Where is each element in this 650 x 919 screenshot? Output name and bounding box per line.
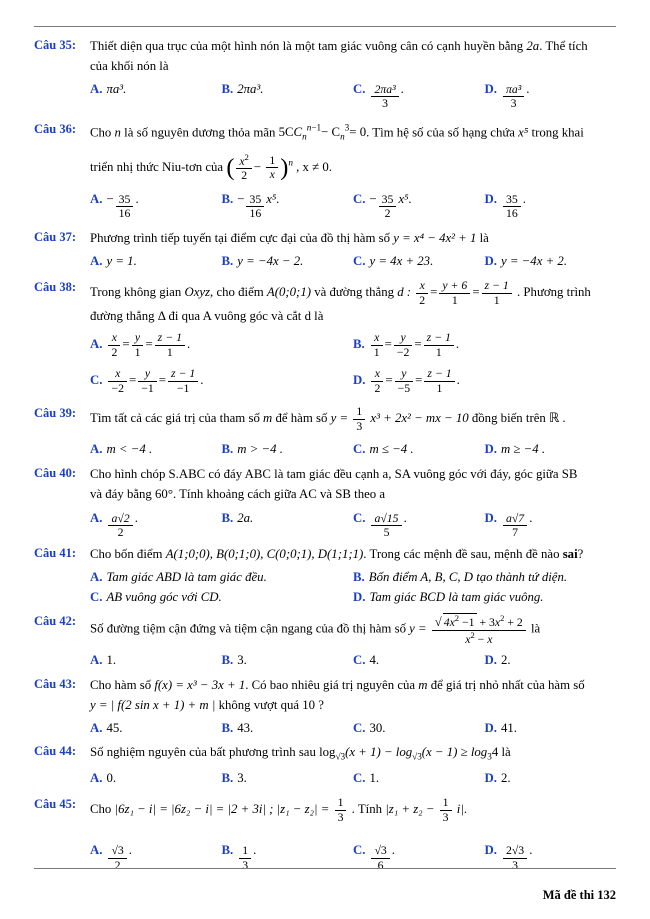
option-b-text: 43. [237,720,254,735]
option-b-letter: B. [221,720,234,735]
question-45-target: |z₁ + z₂ − [385,802,435,817]
option-b-text: Bốn điểm A, B, C, D tạo thành tứ diện. [368,569,568,584]
option-d-suffix: . [526,81,530,96]
option-a-letter: A. [90,569,103,584]
question-45-stem: Cho |6z₁ − i| = |6z₂ − i| = |2 + 3i| ; |z₁ − z₂| = $\frac{1}{3}$ . Tính |z₁ + z₂ − $\frac{1}{3}$ i|. [90,796,468,824]
question-35-options [90,79,616,111]
option-a-letter: A. [90,253,103,268]
question-35-expr: 2a [526,39,540,53]
option-a[interactable] [90,251,222,271]
option-b[interactable] [353,567,616,587]
question-45-label: Câu 45: [34,797,77,812]
option-c-text: 30. [369,720,386,735]
question-36-binom: $5CC_n^{n-1}- C_n^3= 0$ [278,122,367,142]
option-d-text: y = −4x + 2. [500,253,568,268]
question-35 [34,37,616,111]
question-38-point-a: A(0;0;1) [266,285,311,300]
question-37-func: y = x⁴ − 4x² + 1 [393,230,477,245]
option-a[interactable] [90,567,353,587]
question-38-line-d: d : [397,285,412,300]
option-b-text: 3. [237,653,247,668]
option-b-letter: B. [353,569,365,584]
question-45-fraction-1: $\frac{1}{3}$ [335,796,347,824]
option-a-text: y = 1. [106,253,137,268]
option-c-letter: C. [353,653,366,668]
question-41-label: Câu 41: [34,545,77,560]
option-d-letter: D. [484,510,497,525]
option-c-fraction: $\frac{a√15}{5}$ [371,512,401,540]
option-b[interactable] [222,251,354,271]
option-a[interactable] [90,439,222,459]
option-c[interactable]: C. $\frac{a√15}{5}$ . [353,508,485,540]
option-c-fraction: $\frac{√3}{6}$ [371,844,389,872]
option-a-letter: A. [90,770,103,785]
option-d-letter: D. [484,843,497,858]
option-a[interactable] [90,718,222,738]
question-38-coord-system: Oxyz [184,285,211,300]
option-d-letter: D. [484,191,497,206]
option-d[interactable] [485,79,617,111]
option-c[interactable]: C. $\frac{√3}{6}$ . [353,840,485,872]
question-40-label: Câu 40: [34,465,77,480]
option-c-letter: C. [353,770,366,785]
option-d[interactable] [485,650,617,670]
question-41-stem: Cho bốn điểm A(1;0;0), B(0;1;0), C(0;0;1), D(1;1;1). Trong các mệnh đề sau, mệnh đề nào sai? [90,546,584,561]
question-44 [34,743,616,788]
question-44-label: Câu 44: [34,743,77,758]
question-39-stem: Tìm tất cả các giá trị của tham số m để hàm số y = $\frac{1}{3}$ x³ + 2x² − mx − 10 đồng biến trên ℝ . [90,405,566,433]
question-37-text-end: là [479,230,489,245]
question-35-stem-line2: của khối nón là [90,58,169,73]
question-38 [34,279,616,395]
option-c-text: y = 4x + 23. [369,253,434,268]
question-45 [34,796,616,872]
option-b-letter: B. [221,770,234,785]
option-a-letter: A. [90,337,103,352]
option-c-letter: C. [353,442,366,457]
option-b[interactable]: B. − $\frac{35}{16}$ x⁵. [222,189,354,221]
question-39 [34,405,616,460]
option-d-letter: D. [484,442,497,457]
option-a-text: m < −4 . [106,442,153,457]
option-d-fraction: $\frac{a√7}{7}$ [503,512,527,540]
question-41-points: A(1;0;0), B(0;1;0), C(0;0;1), D(1;1;1) [165,546,364,561]
question-35-label: Câu 35: [34,38,77,52]
option-d-text: 2. [500,653,511,668]
option-c-letter: C. [353,191,366,206]
option-d-letter: D. [484,653,497,668]
question-40 [34,465,616,540]
option-b[interactable] [222,79,354,111]
option-c[interactable]: C. − $\frac{35}{2}$ x⁵. [353,189,485,221]
option-a-letter: A. [90,653,103,668]
option-a[interactable]: A. $\frac{√3}{2}$ . [90,840,222,872]
option-a-fraction: $\frac{a√2}{2}$ [108,512,132,540]
option-a[interactable]: A. $\frac{a√2}{2}$ . [90,508,222,540]
option-d-fraction: $\frac{2√3}{3}$ [503,844,527,872]
question-37-label: Câu 37: [34,229,77,244]
question-35-text-end: . Thể tích [539,39,588,53]
option-d-text: 2. [500,770,511,785]
option-c-equation: $\frac{x}{-2}$ = $\frac{y}{-1}$ = $\frac{z - 1}{-1}$ [106,367,200,395]
option-b-letter: B. [353,337,365,352]
option-d[interactable]: D. $\frac{35}{16}$ . [485,189,617,221]
question-35-stem [90,37,616,57]
option-d[interactable] [485,718,617,738]
option-a-letter: A. [90,843,103,858]
question-36-text-a: Cho [90,125,112,140]
question-37-options [90,251,616,271]
option-b-letter: B. [221,253,234,268]
question-36-cond: , x ≠ 0 [296,159,329,174]
question-36-label: Câu 36: [34,121,77,136]
question-43-stem-line2: y = | f(2 sin x + 1) + m | không vượt quá 10 ? [90,697,324,712]
option-b[interactable] [222,508,354,540]
option-c-letter: C. [353,843,366,858]
question-42-denominator: $x^2 - x$ [432,630,526,646]
question-39-label: Câu 39: [34,406,77,421]
question-38-options [90,331,616,395]
question-36-stem-line2: triển nhị thức Niu-tơn của ( $\frac{x^2}{2}$ − $\frac{1}{x}$ )$^n$ , x ≠ 0. [90,151,332,183]
option-c-text: m ≤ −4 . [369,442,414,457]
option-b-text: y = −4x − 2. [237,253,304,268]
option-d-text: 41. [500,720,517,735]
option-d-letter: D. [484,81,497,96]
question-41-emphasis: sai [562,546,578,561]
option-b-letter: B. [221,843,234,858]
option-b-letter: B. [221,81,234,96]
question-35-text: Thiết diện qua trục của một hình nón là một tam giác vuông cân có cạnh huyền bằng [90,39,524,53]
question-36-expression: ( $\frac{x^2}{2}$ − $\frac{1}{x}$ )$^n$ [226,151,293,183]
option-b[interactable]: B. $\frac{1}{3}$ . [222,840,354,872]
option-b[interactable]: B. $\frac{x}{1}$ = $\frac{y}{-2}$ = $\frac{z - 1}{1}$ . [353,331,460,359]
question-40-stem-line2: và đáy bằng 60°. Tính khoảng cách giữa AC và SB theo a [90,486,386,501]
option-a-text: πa³. [106,81,127,96]
option-a-text: 1. [106,653,117,668]
question-36-stem [90,121,616,144]
question-45-given: |6z₁ − i| = |6z₂ − i| = |2 + 3i| ; |z₁ − z₂| = [114,802,330,817]
option-a[interactable]: A. $\frac{x}{2}$ = $\frac{y}{1}$ = $\frac{z - 1}{1}$ . [90,331,191,359]
option-b-letter: B. [221,653,234,668]
question-36-text-b: là số nguyên dương thỏa mãn [124,125,276,140]
option-d[interactable] [353,587,616,607]
option-c[interactable] [353,79,485,111]
option-c-fraction: $\frac{\text{2πa³}}{3}$ [371,83,398,111]
option-b[interactable] [222,718,354,738]
option-d-equation: $\frac{x}{2}$ = $\frac{y}{-5}$ = $\frac{z - 1}{1}$ [369,367,456,395]
option-c-suffix: . [400,81,404,96]
option-a-text: Tam giác ABD là tam giác đều. [106,569,267,584]
question-42 [34,613,616,670]
option-a-letter: A. [90,191,103,206]
option-a-fraction: $\frac{35}{16}$ [116,193,134,221]
option-a-letter: A. [90,720,103,735]
bottom-divider [34,868,616,869]
option-d-letter: D. [484,720,497,735]
question-45-fraction-2: $\frac{1}{3}$ [440,796,452,824]
option-d-text: m ≥ −4 . [500,442,546,457]
question-38-label: Câu 38: [34,280,77,295]
option-d-letter: D. [484,253,497,268]
option-a-fraction: $\frac{√3}{2}$ [108,844,126,872]
question-42-fraction [432,613,526,646]
option-d-letter: D. [353,589,366,604]
option-a[interactable] [90,79,222,111]
option-b-letter: B. [221,442,234,457]
option-d[interactable]: D. $\frac{2√3}{3}$ . [485,840,617,872]
option-c-letter: C. [353,510,366,525]
question-37-text: Phương trình tiếp tuyến tại điểm cực đại của đồ thị hàm số [90,230,390,245]
option-b-fraction: $\frac{35}{16}$ [246,193,264,221]
option-d-letter: D. [353,373,366,388]
question-36-x5: x⁵ [518,125,529,140]
option-c[interactable] [353,768,485,788]
option-c-letter: C. [353,253,366,268]
question-41 [34,545,616,608]
option-c-text: 4. [369,653,380,668]
question-42-stem: Số đường tiệm cận đứng và tiệm cận ngang của đồ thị hàm số y = $\frac{√ 4x^2 -1 + 3x^2 + 2}{x^2 - x}$ là [90,613,541,646]
option-d-fraction: $\frac{\text{πa³}}{3}$ [503,83,524,111]
option-b-text: 2πa³. [237,81,264,96]
question-38-stem-line2: đường thẳng Δ đi qua A vuông góc và cắt d là [90,309,324,324]
question-40-options [90,508,616,540]
option-a-text: 0. [106,770,117,785]
question-44-inequality: $\log_{√3}(x + 1) - \log_{√3}(x - 1) \ge \log_34$ [319,744,499,762]
option-c[interactable]: C. $\frac{x}{-2}$ = $\frac{y}{-1}$ = $\frac{z - 1}{-1}$ . [90,367,204,395]
question-42-options [90,650,616,670]
option-d[interactable]: D. $\frac{a√7}{7}$ . [485,508,617,540]
top-divider [34,26,616,27]
option-b-equation: $\frac{x}{1}$ = $\frac{y}{-2}$ = $\frac{z - 1}{1}$ [369,331,456,359]
question-36-text-d: trong khai [531,125,584,140]
option-c-text: AB vuông góc với CD. [106,589,222,604]
option-b-text: 3. [237,770,247,785]
question-39-poly: x³ + 2x² − mx − 10 [370,411,469,426]
option-c[interactable] [353,718,485,738]
option-c-letter: C. [353,720,366,735]
option-b-fraction: $\frac{1}{3}$ [239,844,251,872]
exam-code-footer: Mã đề thi 132 [542,888,616,902]
option-b[interactable] [222,768,354,788]
option-a-equation: $\frac{x}{2}$ = $\frac{y}{1}$ = $\frac{z - 1}{1}$ [106,331,187,359]
question-39-param-m: m [263,411,273,426]
option-a[interactable] [90,650,222,670]
question-36 [34,121,616,221]
question-36-options [90,189,616,221]
question-43-param-m: m [418,677,428,692]
question-42-label: Câu 42: [34,614,77,629]
option-c-text: 1. [369,770,380,785]
question-37 [34,229,616,271]
question-42-numerator: √ $4x^2 -1 + 3x^2 + 2$ [434,613,523,630]
question-38-stem: Trong không gian Oxyz, cho điểm A(0;0;1) và đường thẳng d : $\frac{x}{2}$ = $\frac{y + 6}{1}$ = $\frac{z - 1}{1}$ . Phương trình [90,279,591,307]
option-d-fraction: $\frac{35}{16}$ [503,193,521,221]
option-c[interactable] [353,251,485,271]
option-b[interactable] [222,439,354,459]
question-43-func: f(x) = x³ − 3x + 1 [154,677,246,692]
option-b-letter: B. [221,510,234,525]
question-36-text-c: . Tìm hệ số của số hạng chứa [366,125,515,140]
question-41-options [90,567,616,608]
option-a-letter: A. [90,510,103,525]
option-d[interactable] [485,768,617,788]
question-43-stem: Cho hàm số f(x) = x³ − 3x + 1. Có bao nhiêu giá trị nguyên của m để giá trị nhỏ nhất của hàm số [90,677,585,692]
option-c-letter: C. [90,373,103,388]
question-44-stem: Số nghiệm nguyên của bất phương trình sau $\log_{√3}(x + 1) - \log_{√3}(x - 1) \ge \log_34$ là [90,744,511,762]
question-36-var-n: n [114,125,121,140]
option-a-text: 45. [106,720,123,735]
question-44-options [90,768,616,788]
option-d[interactable] [485,251,617,271]
option-c[interactable] [353,650,485,670]
option-c[interactable] [90,587,353,607]
option-b-letter: B. [221,191,234,206]
option-a-letter: A. [90,442,103,457]
option-c[interactable] [353,439,485,459]
option-c-letter: C. [90,589,103,604]
option-d-letter: D. [484,770,497,785]
option-c-fraction: $\frac{35}{2}$ [379,193,397,221]
option-d[interactable] [485,439,617,459]
option-b-text: 2a. [237,510,254,525]
question-43 [34,676,616,738]
question-40-stem: Cho hình chóp S.ABC có đáy ABC là tam giác đều cạnh a, SA vuông góc với đáy, góc giữa SB [90,466,578,481]
option-d-text: Tam giác BCD là tam giác vuông. [369,589,544,604]
option-a-letter: A. [90,81,103,96]
option-b-text: m > −4 . [237,442,283,457]
option-b[interactable] [222,650,354,670]
option-a[interactable] [90,768,222,788]
question-36-text-e: triển nhị thức Niu-tơn của [90,159,224,174]
question-39-fraction: $\frac{1}{3}$ [353,405,365,433]
option-a[interactable]: A. − $\frac{35}{16}$ . [90,189,222,221]
option-c-letter: C. [353,81,366,96]
question-39-options [90,439,616,459]
question-43-options [90,718,616,738]
option-d[interactable]: D. $\frac{x}{2}$ = $\frac{y}{-5}$ = $\frac{z - 1}{1}$ . [353,367,460,395]
question-43-expr: y = | f(2 sin x + 1) + m | [90,697,216,712]
question-38-line-equation: $\frac{x}{2}$ = $\frac{y + 6}{1}$ = $\frac{z - 1}{1}$ [414,285,517,299]
question-43-label: Câu 43: [34,676,77,691]
question-37-stem [90,229,616,249]
